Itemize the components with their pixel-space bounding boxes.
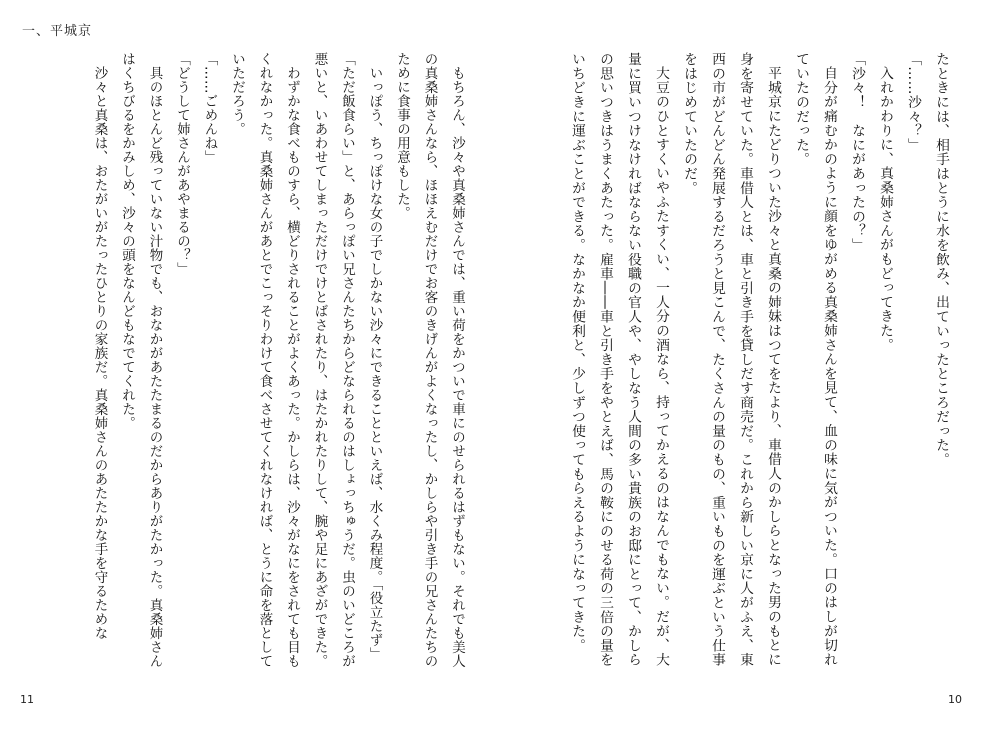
body-paragraph: もちろん、沙々や真桑姉さんでは、重い荷をかついで車にのせられるはずもない。それでも美人の真桑姉さんなら、ほほえむだけでお客のきげんがよくなったし、かしらや引き手の兄さんたちのために食事の用意もした。 [394,52,465,668]
dialogue-line: 「……沙々？」 [905,52,921,153]
gutter-divider [500,0,501,731]
dialogue-line: 「……ごめんね」 [201,52,218,164]
body-paragraph: 沙々と真桑は、おたがいがたったひとりの家族だ。真桑姉さんのあたたかな手を守るためな [91,65,108,640]
right-page-text [545,52,955,674]
body-paragraph: 平城京にたどりついた沙々と真桑の姉妹はつてをたより、車借人のかしらとなった男のもとに身を寄せていた。車借人とは、車と引き手を貸しだす商売だ。これから新しい京に人がふえ、東西の市がどんどん発展するだろうと見こんで、たくさんの量のもの、重いものを運ぶという仕事をはじめていたのだ。 [681,52,781,667]
left-page-text [60,52,470,674]
page-number-left: 11 [20,693,34,706]
body-paragraph: 大豆のひとすくいやふたすくい、一人分の酒なら、持ってかえるのはなんでもない。だが、大量に買いつけなければならない役職の官人や、やしなう人間の多い貴族のお邸にとって、かしらの思いつきはうまくあたった。雇車――車と引き手をやとえば、馬の鞍にのせる荷の三倍の量をいちどきに運ぶことができる。なかなか便利と、少しずつ使ってもらえるようになってきた。 [569,52,669,667]
running-head: 一、平城京 [22,24,93,39]
body-paragraph: 入れかわりに、真桑姉さんがもどってきた。 [877,65,893,352]
left-page [60,52,470,674]
body-paragraph: わずかな食べものすら、横どりされることがよくあった。かしらは、沙々がなにをされても目もくれなかった。真桑姉さんがあとでこっそりわけて食べさせてくれなければ、とうに命を落としていただろう。 [229,52,300,668]
body-paragraph: 自分が痛むかのように顔をゆがめる真桑姉さんを見て、血の味に気がついた。口のはしが切れていたのだった。 [793,52,837,667]
body-paragraph: 具のほとんど残っていない汁物でも、おなかがあたたまるのだからありがたかった。真桑姉さんはくちびるをかみしめ、沙々の頭をなんどもなでてくれた。 [119,52,163,668]
body-paragraph: いっぽう、ちっぽけな女の子でしかない沙々にできることといえば、水くみ程度。「役立たず」「ただ飯食らい」と、あらっぽい兄さんたちからどなられるのはしょっちゅうだ。虫のいどころが悪いと、いあわせてしまっただけでけとばされたり、はたかれたりして、腕や足にあざができた。 [311,52,383,668]
right-page [545,52,955,674]
dialogue-line: 「どうして姉さんがあやまるの？」 [174,52,190,276]
dialogue-line: 「沙々！ なにがあったの？」 [849,52,865,253]
body-paragraph: たときには、相手はとうに水を飲み、出ていったところだった。 [933,52,949,467]
page-number-right: 10 [948,693,962,706]
